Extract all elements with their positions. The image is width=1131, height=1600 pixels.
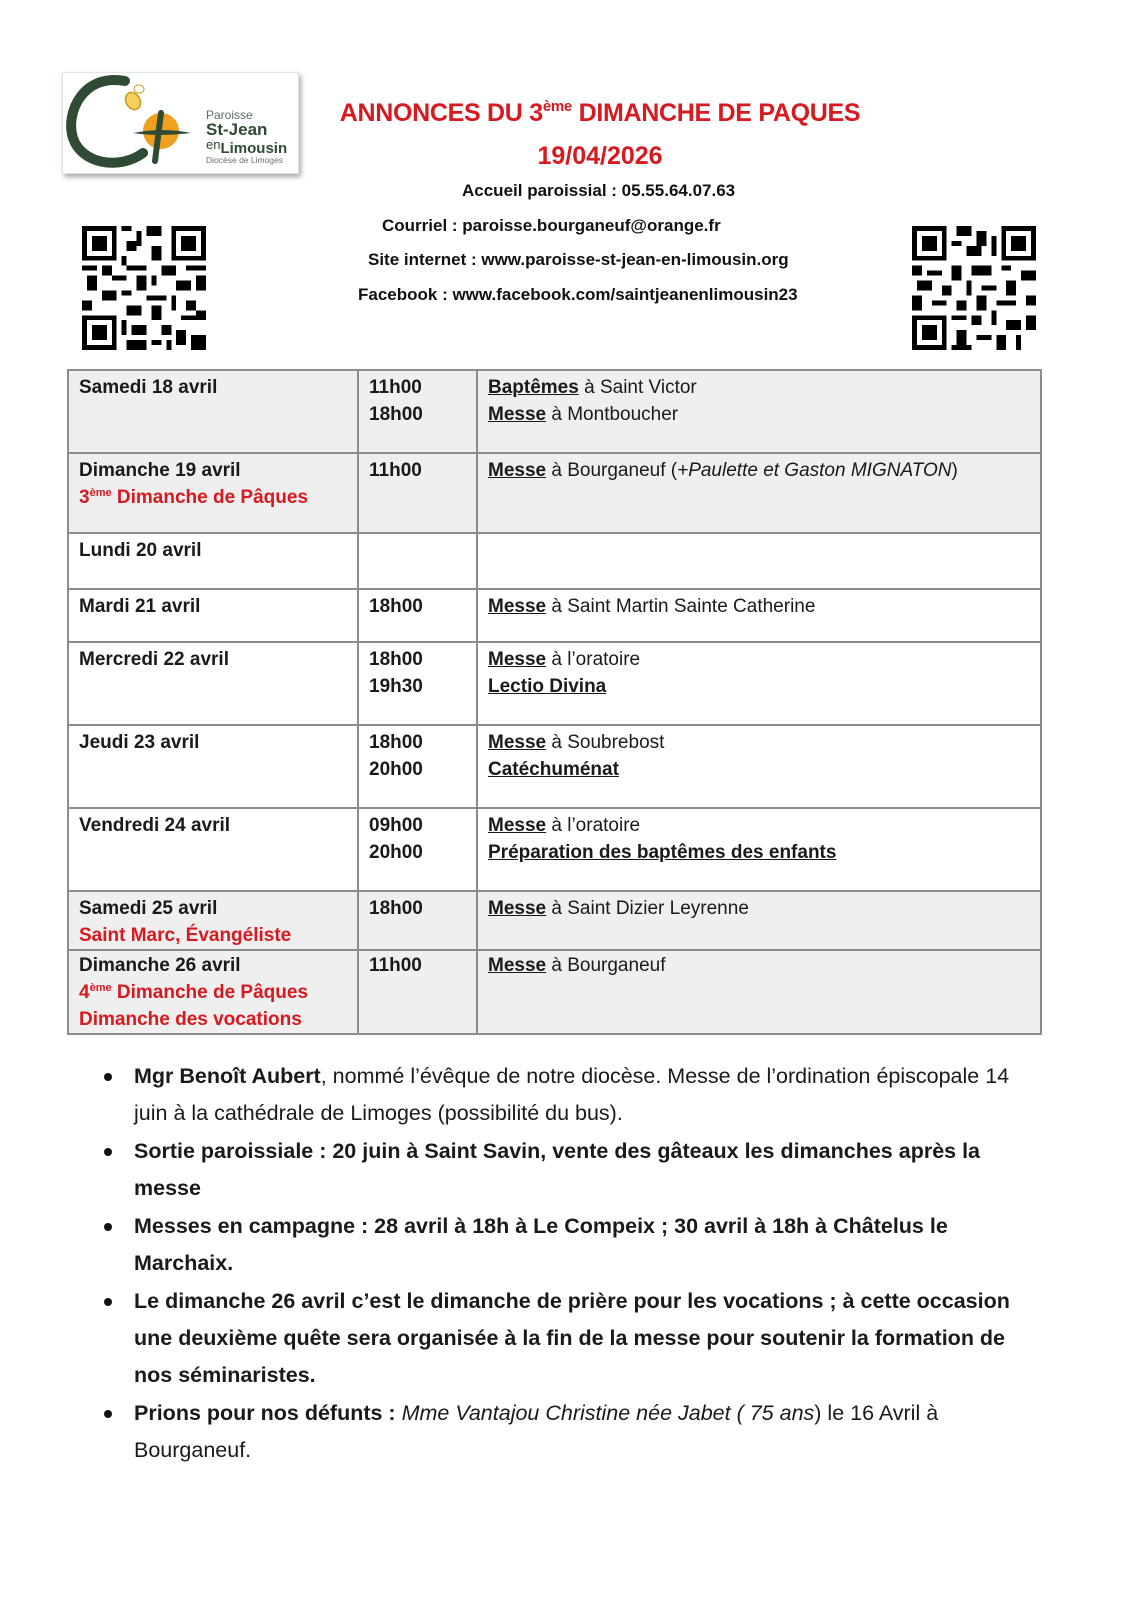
table-row	[68, 453, 1041, 533]
day-cell: Dimanche 19 avril 3ème Dimanche de Pâques	[68, 453, 358, 533]
time-cell: 11h00 18h00	[358, 370, 477, 453]
event-cell	[477, 533, 1041, 589]
page-title: ANNONCES DU 3ème DIMANCHE DE PAQUES	[339, 98, 861, 127]
time-cell: 11h00	[358, 453, 477, 533]
announcements-list	[100, 1058, 1040, 1470]
table-row	[68, 808, 1041, 891]
day-cell: Vendredi 24 avril	[68, 808, 358, 891]
table-row	[68, 589, 1041, 642]
announcement-item: Sortie paroissiale : 20 juin à Saint Savin, vente des gâteaux les dimanches après la messe	[100, 1133, 1040, 1207]
day-cell: Lundi 20 avril	[68, 533, 358, 589]
time-cell: 09h00 20h00	[358, 808, 477, 891]
table-row	[68, 533, 1041, 589]
table-row	[68, 725, 1041, 808]
table-row	[68, 642, 1041, 725]
time-cell	[358, 533, 477, 589]
event-cell: Messe à Saint Martin Sainte Catherine	[477, 589, 1041, 642]
day-cell: Jeudi 23 avril	[68, 725, 358, 808]
time-cell: 18h00	[358, 891, 477, 950]
announcement-date: 19/04/2026	[537, 142, 663, 170]
table-row	[68, 370, 1041, 453]
website-link[interactable]: Site internet : www.paroisse-st-jean-en-limousin.org	[368, 250, 789, 269]
announcement-item: Messes en campagne : 28 avril à 18h à Le Compeix ; 30 avril à 18h à Châtelus le Marchaix.	[100, 1208, 1040, 1282]
event-cell: Messe à l’oratoire Lectio Divina	[477, 642, 1041, 725]
time-cell: 18h00 19h30	[358, 642, 477, 725]
day-cell: Dimanche 26 avril 4ème Dimanche de Pâques Dimanche des vocations	[68, 950, 358, 1034]
logo-text: Paroisse St-Jean enLimousin Diocèse de Limoges	[206, 108, 288, 165]
event-cell: Baptêmes à Saint Victor Messe à Montboucher	[477, 370, 1041, 453]
event-cell: Messe à l’oratoire Préparation des baptêmes des enfants	[477, 808, 1041, 891]
announcement-item: Prions pour nos défunts : Mme Vantajou Christine née Jabet ( 75 ans) le 16 Avril à Bourganeuf.	[100, 1395, 1040, 1469]
day-cell: Samedi 25 avril Saint Marc, Évangéliste	[68, 891, 358, 950]
time-cell: 18h00 20h00	[358, 725, 477, 808]
accueil-phone: Accueil paroissial : 05.55.64.07.63	[462, 181, 736, 200]
event-cell: Messe à Soubrebost Catéchuménat	[477, 725, 1041, 808]
time-cell: 11h00	[358, 950, 477, 1034]
announcement-item: Mgr Benoît Aubert, nommé l’évêque de notre diocèse. Messe de l’ordination épiscopale 14 juin à la cathédrale de Limoges (possibilité du bus).	[100, 1058, 1040, 1132]
facebook-link[interactable]: Facebook : www.facebook.com/saintjeanenlimousin23	[358, 285, 798, 304]
schedule-table	[67, 369, 1042, 1035]
day-cell: Samedi 18 avril	[68, 370, 358, 453]
day-cell: Mardi 21 avril	[68, 589, 358, 642]
table-row	[68, 891, 1041, 950]
time-cell: 18h00	[358, 589, 477, 642]
qr-code-left-icon[interactable]	[82, 226, 206, 350]
email-contact[interactable]: Courriel : paroisse.bourganeuf@orange.fr	[382, 216, 721, 235]
announcement-item: Le dimanche 26 avril c’est le dimanche de prière pour les vocations ; à cette occasion une deuxième quête sera organisée à la fin de la messe pour soutenir la formation de nos séminaristes.	[100, 1283, 1040, 1394]
table-row	[68, 950, 1041, 1034]
event-cell: Messe à Bourganeuf (+Paulette et Gaston MIGNATON)	[477, 453, 1041, 533]
qr-code-right-icon[interactable]	[912, 226, 1036, 350]
event-cell: Messe à Saint Dizier Leyrenne	[477, 891, 1041, 950]
event-cell: Messe à Bourganeuf	[477, 950, 1041, 1034]
day-cell: Mercredi 22 avril	[68, 642, 358, 725]
parish-logo	[62, 72, 299, 174]
